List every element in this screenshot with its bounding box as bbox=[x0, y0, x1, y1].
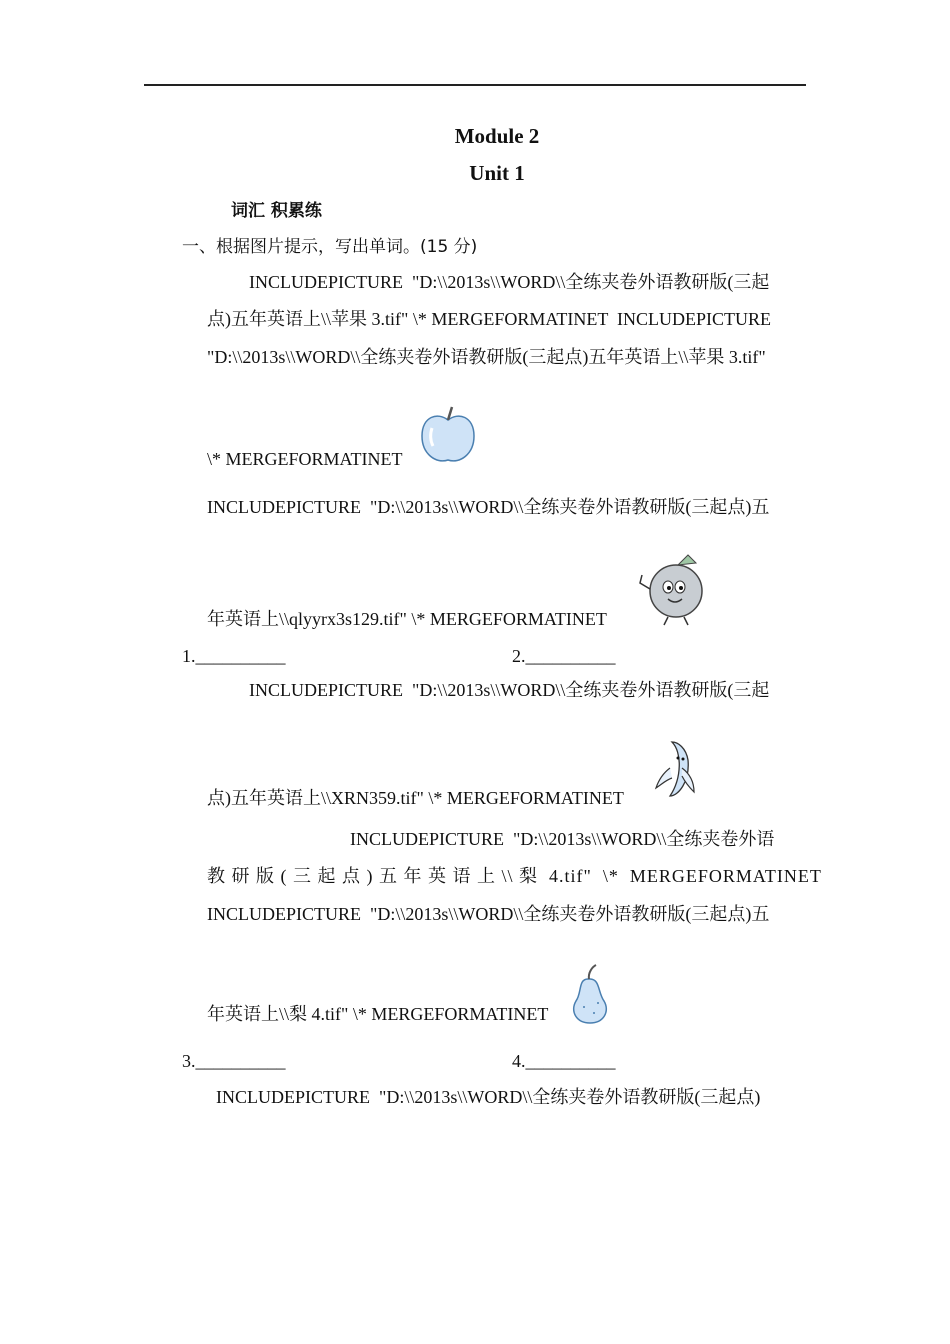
answer-blank-3[interactable]: 3.__________ bbox=[182, 1051, 286, 1071]
field-code-line-1: INCLUDEPICTURE "D:\\2013s\\WORD\\全练夹卷外语教研版(三起 bbox=[249, 272, 770, 292]
field-code-line-6: 年英语上\\qlyyrx3s129.tif" \* MERGEFORMATINET bbox=[207, 609, 607, 629]
field-code-line-10: 教 研 版 ( 三 起 点 ) 五 年 英 语 上 \\ 梨 4.tif" \* MERGEFORMATINET bbox=[207, 866, 822, 886]
field-code-line-13: INCLUDEPICTURE "D:\\2013s\\WORD\\全练夹卷外语教研版(三起点) bbox=[216, 1087, 761, 1107]
field-code-line-3: "D:\\2013s\\WORD\\全练夹卷外语教研版(三起点)五年英语上\\苹果 3.tif" bbox=[207, 347, 766, 367]
module-title: Module 2 bbox=[454, 124, 540, 148]
field-code-line-5: INCLUDEPICTURE "D:\\2013s\\WORD\\全练夹卷外语教研版(三起点)五 bbox=[207, 497, 770, 517]
banana-icon bbox=[652, 738, 698, 802]
question-heading: 一、根据图片提示，写出单词。(15 分) bbox=[182, 237, 478, 257]
header-rule bbox=[144, 84, 806, 86]
apple-icon bbox=[418, 404, 478, 466]
field-code-line-12: 年英语上\\梨 4.tif" \* MERGEFORMATINET bbox=[207, 1004, 549, 1024]
field-code-line-7: INCLUDEPICTURE "D:\\2013s\\WORD\\全练夹卷外语教研版(三起 bbox=[249, 680, 770, 700]
field-code-line-2: 点)五年英语上\\苹果 3.tif" \* MERGEFORMATINET INCLUDEPICTURE bbox=[207, 309, 772, 329]
field-code-line-4: \* MERGEFORMATINET bbox=[207, 449, 403, 469]
orange-icon bbox=[634, 553, 712, 627]
field-code-line-9: INCLUDEPICTURE "D:\\2013s\\WORD\\全练夹卷外语 bbox=[350, 829, 775, 849]
answer-blank-4[interactable]: 4.__________ bbox=[512, 1051, 616, 1071]
pear-icon bbox=[568, 963, 612, 1025]
field-code-line-8: 点)五年英语上\\XRN359.tif" \* MERGEFORMATINET bbox=[207, 788, 624, 808]
unit-title: Unit 1 bbox=[469, 161, 525, 185]
field-code-line-11: INCLUDEPICTURE "D:\\2013s\\WORD\\全练夹卷外语教研版(三起点)五 bbox=[207, 904, 770, 924]
answer-blank-2[interactable]: 2.__________ bbox=[512, 646, 616, 666]
answer-blank-1[interactable]: 1.__________ bbox=[182, 646, 286, 666]
section-label: 词汇 积累练 bbox=[231, 201, 322, 221]
